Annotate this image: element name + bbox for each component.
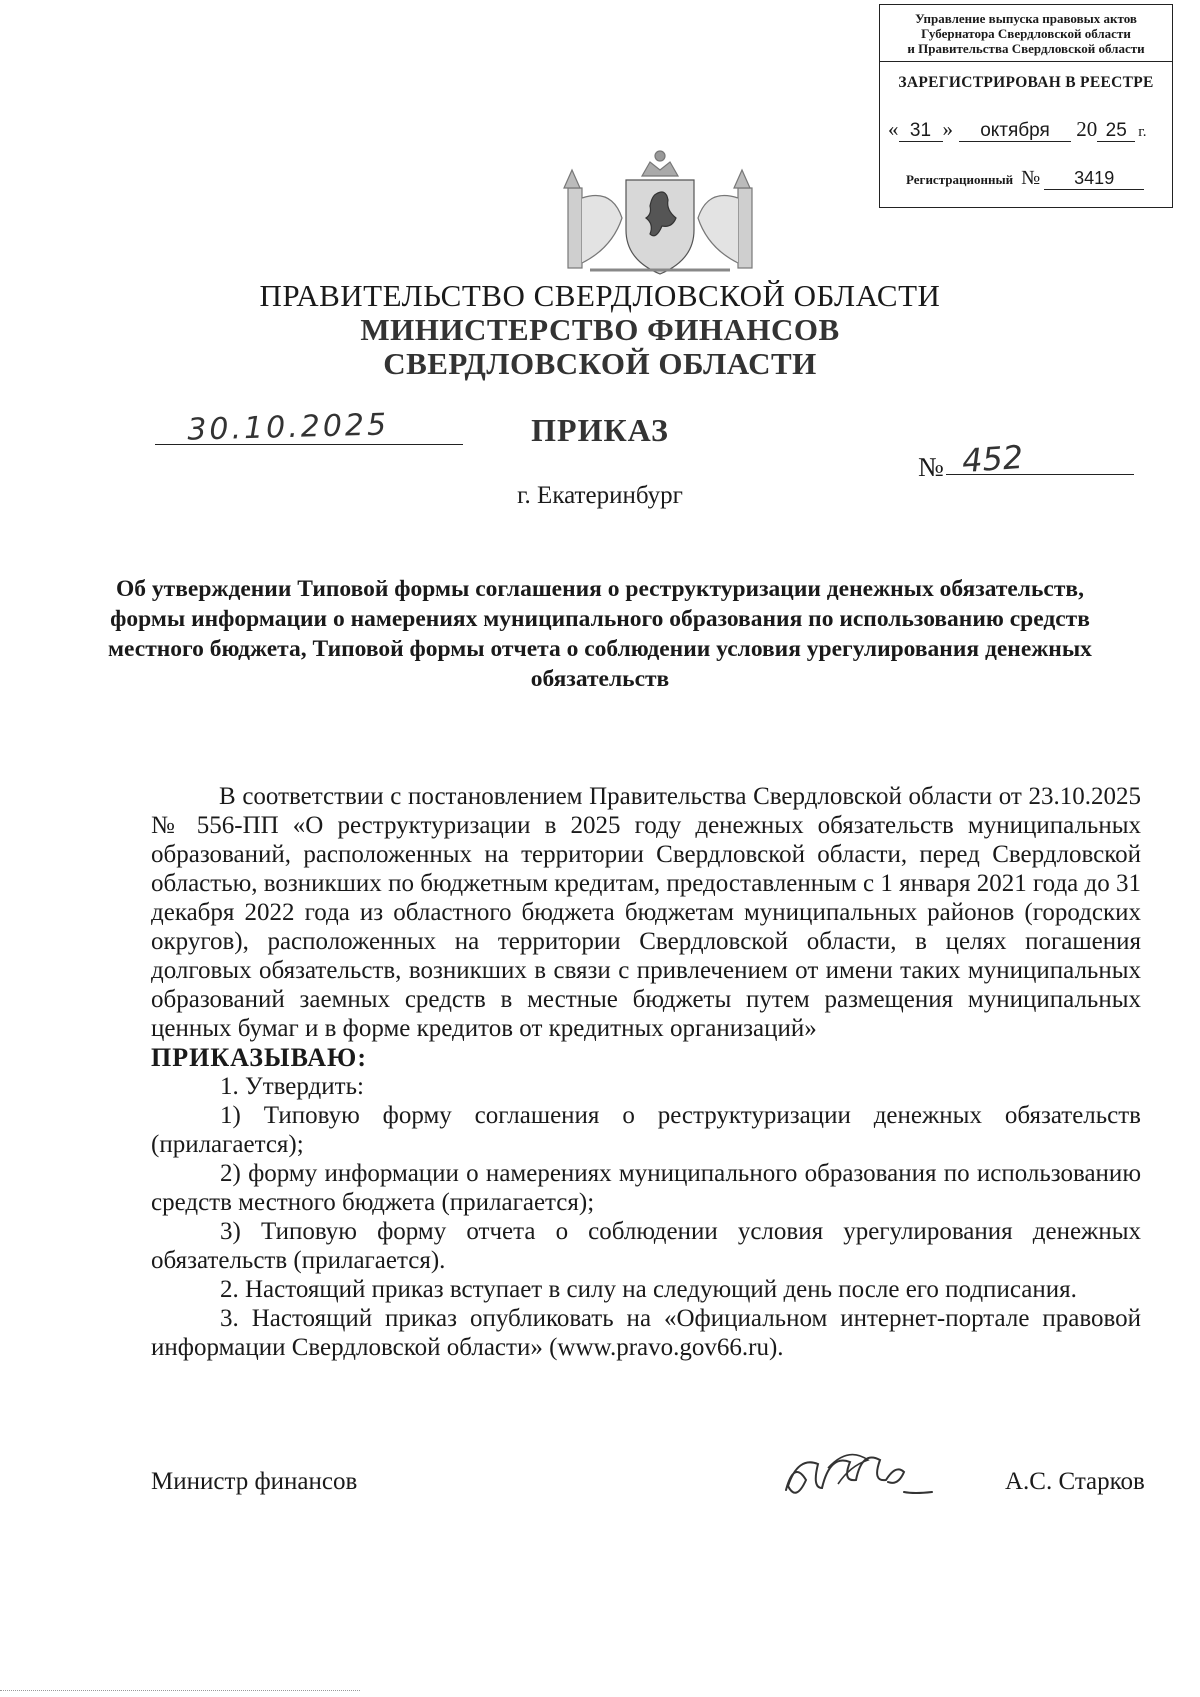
order-number-label: №: [918, 452, 944, 482]
coat-of-arms-emblem: [560, 148, 760, 278]
stamp-date: « 31 » октября 20 25 г.: [888, 117, 1147, 141]
handwritten-signature: [776, 1438, 952, 1512]
document-title: Об утверждении Типовой формы соглашения о реструктуризации денежных обязательств, формы информации о намерениях муниципального образования по использованию средств местного бюджета, Типовой формы отчета о соблюдении условия урегулирования денежных обязательств: [108, 576, 1092, 692]
signatory-name: А.С. Старков: [1005, 1468, 1145, 1495]
stamp-month: октября: [959, 121, 1071, 142]
stamp-header-line: Губернатора Свердловской области: [921, 26, 1131, 41]
stamp-day: 31: [899, 121, 943, 142]
number-underline: [946, 474, 1134, 475]
document-type: ПРИКАЗ: [531, 412, 669, 448]
order-item: 3. Настоящий приказ опубликовать на «Официальном интернет-портале правовой информации Свердловской области» (www.pravo.gov66.ru).: [151, 1305, 1141, 1361]
stamp-header-line: и Правительства Свердловской области: [907, 41, 1145, 56]
ministry-heading-line1: МИНИСТЕРСТВО ФИНАНСОВ: [360, 312, 840, 347]
stamp-number-row: [906, 167, 1144, 190]
stamp-header-line: Управление выпуска правовых актов: [915, 11, 1137, 26]
stamp-header: [880, 5, 1172, 62]
order-directive: ПРИКАЗЫВАЮ:: [151, 1043, 367, 1072]
stamp-reg-number: 3419: [1044, 168, 1144, 190]
order-item: 3) Типовую форму отчета о соблюдении условия урегулирования денежных обязательств (прилагается).: [151, 1218, 1141, 1274]
date-underline: [155, 444, 463, 445]
ministry-heading-line2: СВЕРДЛОВСКОЙ ОБЛАСТИ: [383, 346, 817, 381]
scan-artifact-line: [0, 1690, 360, 1691]
order-item: 1. Утвердить:: [220, 1073, 364, 1100]
city: г. Екатеринбург: [517, 482, 683, 509]
preamble-paragraph: В соответствии с постановлением Правительства Свердловской области от 23.10.2025 № 556-ПП «О реструктуризации в 2025 году денежных обязательств муниципальных образований, расположенных на территории Свердловской области, перед Свердловской областью, возникших по бюджетным кредитам, предоставленным с 1 января 2021 года до 31 декабря 2022 года из областного бюджета бюджетам муниципальных районов (городских округов), расположенных на территории Свердловской области, в целях погашения долговых обязательств, возникших в связи с привлечением от имени таких муниципальных образований заемных средств в местные бюджеты путем размещения муниципальных ценных бумаг и в форме кредитов от кредитных организаций»: [151, 783, 1141, 1042]
order-item: 2. Настоящий приказ вступает в силу на следующий день после его подписания.: [220, 1276, 1077, 1303]
government-heading: ПРАВИТЕЛЬСТВО СВЕРДЛОВСКОЙ ОБЛАСТИ: [259, 278, 941, 313]
stamp-registered-label: ЗАРЕГИСТРИРОВАН В РЕЕСТРЕ: [898, 74, 1154, 91]
stamp-year-prefix: 20: [1076, 117, 1098, 141]
order-date: 30.10.2025: [186, 407, 390, 448]
signatory-position: Министр финансов: [151, 1468, 358, 1495]
order-item: 2) форму информации о намерениях муниципального образования по использованию средств местного бюджета (прилагается);: [151, 1160, 1141, 1216]
stamp-num-symbol: №: [1021, 167, 1041, 189]
order-item: 1) Типовую форму соглашения о реструктуризации денежных обязательств (прилагается);: [151, 1102, 1141, 1158]
stamp-reg-label: Регистрационный: [906, 172, 1014, 187]
registration-stamp: [879, 4, 1173, 208]
order-number: 452: [960, 437, 1025, 481]
document-body: [151, 782, 1141, 1362]
stamp-year: 25: [1097, 121, 1135, 142]
stamp-year-mark: г.: [1138, 124, 1147, 140]
